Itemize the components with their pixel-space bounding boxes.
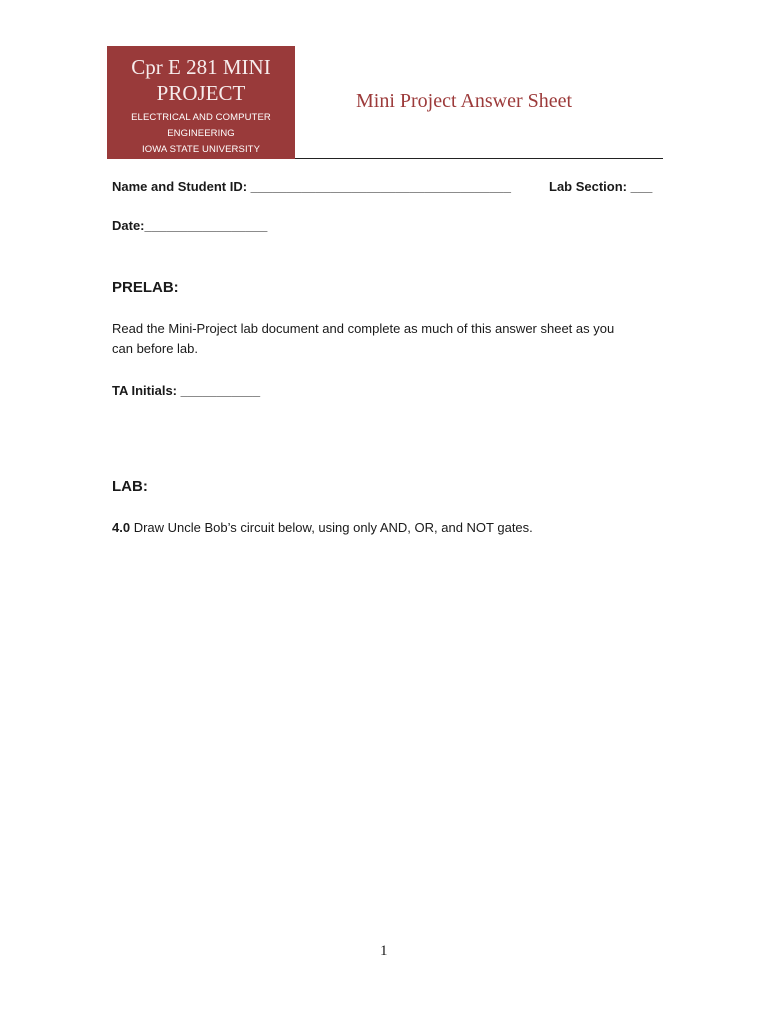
ta-initials-field[interactable]: TA Initials: ___________ — [112, 383, 261, 398]
prelab-heading: PRELAB: — [112, 279, 179, 296]
course-title-line-1: Cpr E 281 MINI — [131, 55, 271, 79]
lab-heading: LAB: — [112, 478, 148, 495]
lab-item-4-0 — [112, 519, 533, 537]
department-line-2: ENGINEERING — [167, 128, 235, 139]
header-divider — [295, 158, 663, 159]
course-header-box — [107, 46, 295, 159]
course-title-line-2: PROJECT — [156, 81, 246, 105]
lab-section-field[interactable]: Lab Section: ___ — [549, 179, 653, 194]
lab-item-number: 4.0 — [112, 520, 131, 535]
prelab-instructions-line-1: Read the Mini-Project lab document and complete as much of this answer sheet as you — [112, 321, 615, 336]
lab-item-text: Draw Uncle Bob’s circuit below, using only AND, OR, and NOT gates. — [130, 520, 533, 535]
sheet-title: Mini Project Answer Sheet — [356, 90, 573, 112]
date-field[interactable]: Date:_________________ — [112, 218, 268, 233]
page-number: 1 — [380, 943, 388, 959]
name-student-id-field[interactable]: Name and Student ID: ____________________________________ — [112, 179, 511, 194]
department-line-1: ELECTRICAL AND COMPUTER — [131, 112, 271, 123]
university-line: IOWA STATE UNIVERSITY — [141, 144, 261, 155]
prelab-instructions-line-2: can before lab. — [112, 341, 199, 356]
